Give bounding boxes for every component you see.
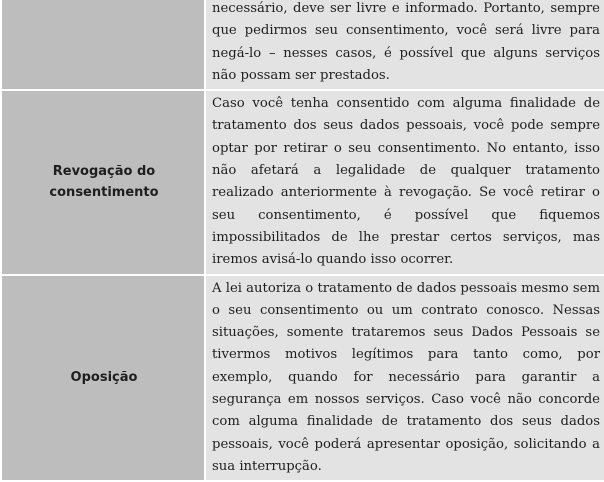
right-description: A lei autoriza o tratamento de dados pessoais mesmo sem o seu consentimento ou um contrato conosco. Nessas situações, somente trataremos seus Dados Pessoais se tivermos motivos legítimos para tanto como, por exemplo, quando for necessário para garantir a segurança em nossos serviços. Caso você não concorde com alguma finalidade de tratamento dos seus dados pessoais, você poderá apresentar oposição, solicitando a sua interrupção. — [205, 275, 604, 482]
right-description: necessário, deve ser livre e informado. Portanto, sempre que pedirmos seu consentimento, você será livre para negá-lo – nesses casos, é possível que alguns serviços não possam ser prestados. — [205, 0, 604, 90]
table-row — [1, 0, 604, 90]
right-description: Caso você tenha consentido com alguma finalidade de tratamento dos seus dados pessoais, você pode sempre optar por retirar o seu consentimento. No entanto, isso não afetará a legalidade de qualquer tratamento realizado anteriormente à revogação. Se você retirar o seu consentimento, é possível que fiquemos impossibilitados de lhe prestar certos serviços, mas iremos avisá-lo quando isso ocorrer. — [205, 90, 604, 274]
table-row — [1, 275, 604, 482]
right-label: Oposição — [1, 275, 205, 482]
right-label: Revogação do consentimento — [1, 90, 205, 274]
table-row — [1, 90, 604, 274]
right-label — [1, 0, 205, 90]
